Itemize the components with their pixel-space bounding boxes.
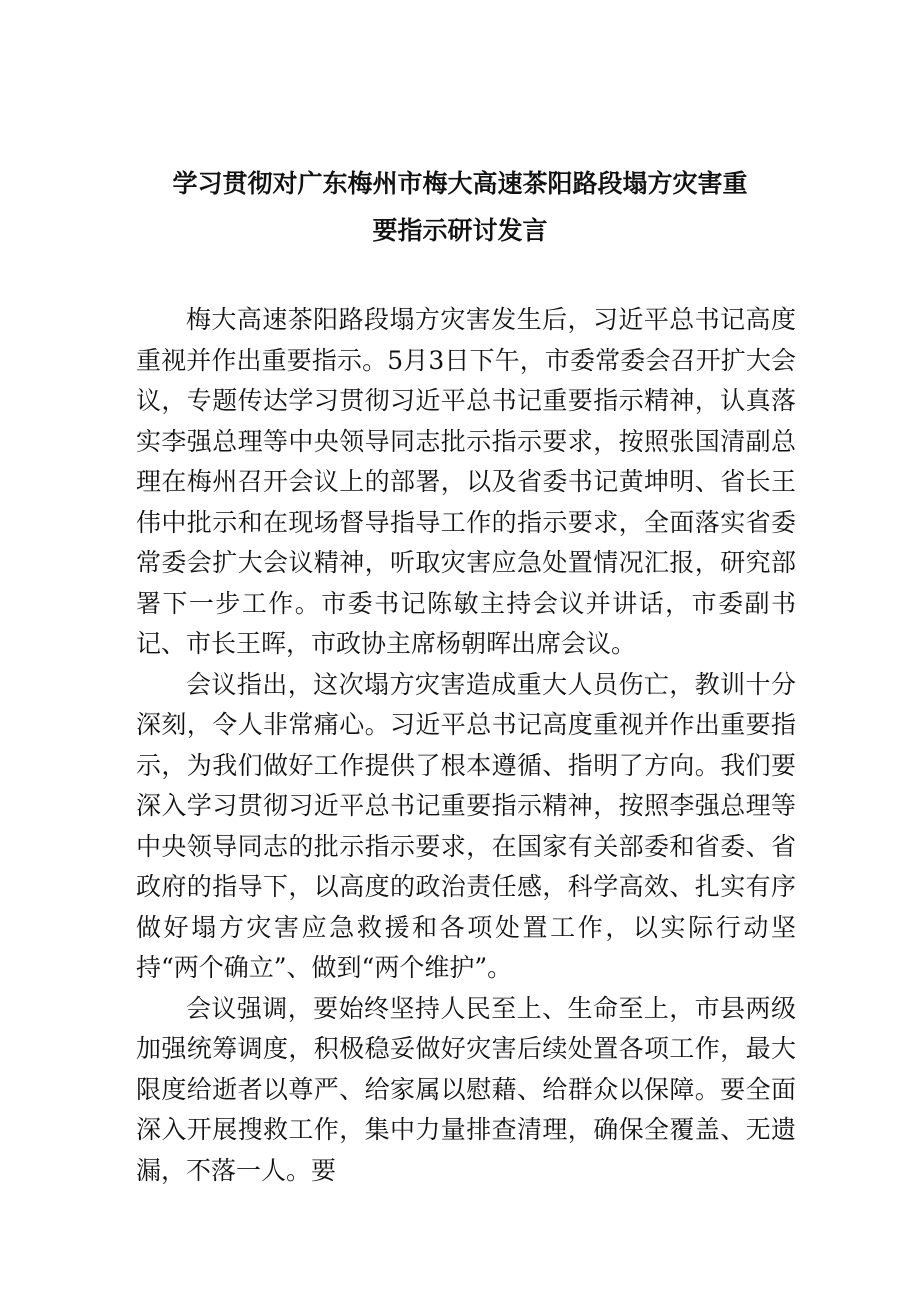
paragraph: 梅大高速茶阳路段塌方灾害发生后，习近平总书记高度重视并作出重要指示。5月3日下午，市委常委会召开扩大会议，专题传达学习贯彻习近平总书记重要指示精神，认真落实李强总理等中央领导同志批示指示要求，按照张国清副总理在梅州召开会议上的部署，以及省委书记黄坤明、省长王伟中批示和在现场督导指导工作的指示要求，全面落实省委常委会扩大会议精神，听取灾害应急处置情况汇报，研究部署下一步工作。市委书记陈敏主持会议并讲话，市委副书记、市长王晖，市政协主席杨朝晖出席会议。 [136,305,796,658]
document-title-line-2: 要指示研讨发言 [372,216,548,245]
document-title-line-1: 学习贯彻对广东梅州市梅大高速茶阳路段塌方灾害重 [172,169,748,198]
document-body [136,300,796,1191]
paragraph: 会议指出，这次塌方灾害造成重大人员伤亡，教训十分深刻，令人非常痛心。习近平总书记高度重视并作出重要指示，为我们做好工作提供了根本遵循、指明了方向。我们要深入学习贯彻习近平总书记重要指示精神，按照李强总理等中央领导同志的批示指示要求，在国家有关部委和省委、省政府的指导下，以高度的政治责任感，科学高效、扎实有序做好塌方灾害应急救援和各项处置工作，以实际行动坚持“两个确立”、做到“两个维护”。 [136,669,796,982]
paragraph: 会议强调，要始终坚持人民至上、生命至上，市县两级加强统筹调度，积极稳妥做好灾害后续处置各项工作，最大限度给逝者以尊严、给家属以慰藉、给群众以保障。要全面深入开展搜救工作，集中力量排查清理，确保全覆盖、无遗漏，不落一人。要 [136,993,796,1185]
